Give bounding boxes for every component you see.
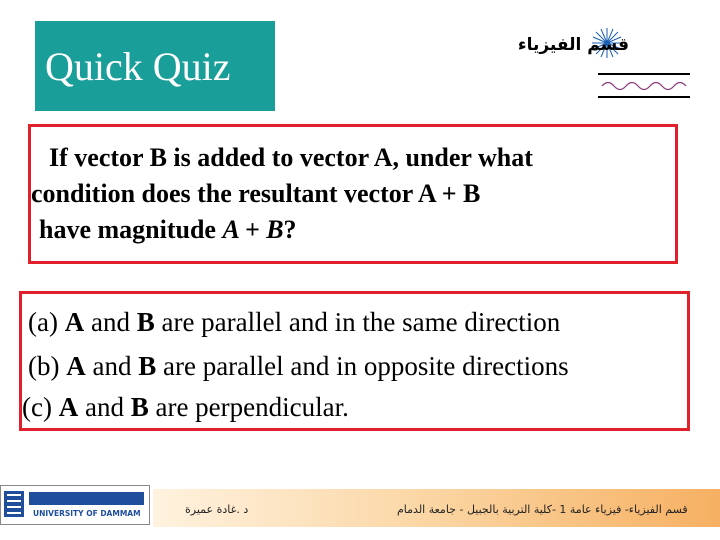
slide-title-box bbox=[35, 21, 275, 111]
answers-box bbox=[19, 291, 690, 431]
slide-title: Quick Quiz bbox=[45, 43, 231, 89]
question-line-3 bbox=[39, 217, 297, 243]
footer bbox=[0, 483, 720, 528]
wave-icon bbox=[602, 83, 686, 90]
answer-a-vector-a: A bbox=[64, 307, 85, 337]
department-name: قسم الفيزياء bbox=[517, 35, 629, 55]
answer-c-text: are perpendicular. bbox=[148, 392, 349, 422]
answer-b-vector-b: B bbox=[138, 351, 157, 381]
answer-b-and: and bbox=[85, 351, 139, 381]
svg-text:UNIVERSITY OF DAMMAM: UNIVERSITY OF DAMMAM bbox=[33, 509, 141, 518]
physics-department-logo bbox=[517, 15, 705, 105]
footer-author: د .غادة عميرة bbox=[185, 503, 249, 516]
answer-b-vector-a: A bbox=[66, 351, 86, 381]
answer-c-prefix: (c) bbox=[22, 392, 59, 422]
answer-a-text: are parallel and in the same direction bbox=[154, 307, 561, 337]
answer-a-vector-b: B bbox=[136, 307, 155, 337]
question-line-3-suffix: ? bbox=[283, 215, 297, 244]
question-line-1: If vector B is added to vector A, under what bbox=[49, 143, 533, 172]
answer-a[interactable] bbox=[28, 309, 560, 336]
answer-b-prefix: (b) bbox=[28, 351, 67, 381]
answer-a-prefix: (a) bbox=[28, 307, 65, 337]
answer-a-and: and bbox=[84, 307, 137, 337]
footer-course: قسم الفيزياء- فيزياء عامة 1 -كلية التربية بالجبيل - جامعة الدمام bbox=[397, 503, 688, 516]
answer-c-vector-b: B bbox=[130, 392, 149, 422]
answer-b-text: are parallel and in opposite directions bbox=[156, 351, 569, 381]
answer-b[interactable] bbox=[28, 353, 569, 380]
university-logo bbox=[0, 485, 150, 525]
answer-c-and: and bbox=[78, 392, 131, 422]
question-box bbox=[28, 124, 678, 264]
university-logo-icon bbox=[1, 486, 149, 524]
question-line-2: condition does the resultant vector A + B bbox=[31, 179, 481, 208]
question-line-3-math: A + B bbox=[222, 215, 284, 244]
answer-c[interactable] bbox=[22, 394, 349, 421]
answer-c-vector-a: A bbox=[58, 392, 79, 422]
question-line-3-prefix: have magnitude bbox=[39, 215, 223, 244]
